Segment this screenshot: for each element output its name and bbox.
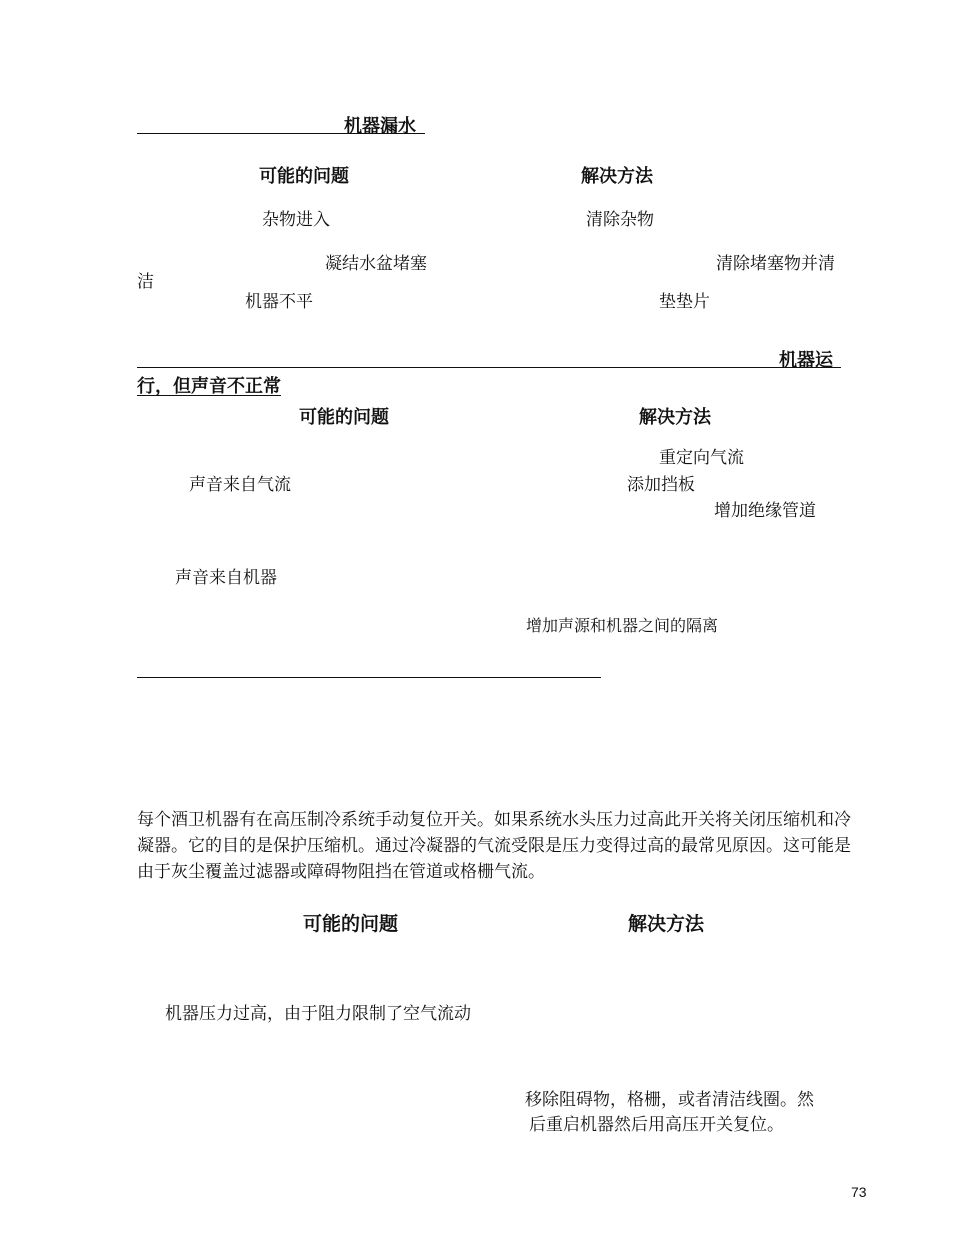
- section1-solution-3: 垫垫片: [659, 292, 710, 312]
- section3-title-rule: [137, 677, 601, 678]
- section1-col-solution: 解决方法: [581, 166, 653, 187]
- section3-solution-line2: 后重启机器然后用高压开关复位。: [529, 1115, 784, 1135]
- section2-title-rule: [137, 367, 841, 368]
- section1-problem-2: 凝结水盆堵塞: [325, 254, 427, 274]
- section2-airflow-solution-3: 增加绝缘管道: [714, 501, 816, 521]
- section2-problem-machine: 声音来自机器: [175, 568, 277, 588]
- section3-problem: 机器压力过高，由于阻力限制了空气流动: [165, 1004, 471, 1024]
- section2-problem-airflow: 声音来自气流: [189, 475, 291, 495]
- section1-solution-2-wrap: 洁: [137, 272, 154, 292]
- section1-solution-1: 清除杂物: [586, 210, 654, 230]
- section2-airflow-solution-2: 添加挡板: [627, 475, 695, 495]
- page-number: 73: [851, 1184, 867, 1200]
- section1-problem-3: 机器不平: [245, 292, 313, 312]
- section2-col-problem: 可能的问题: [299, 407, 389, 428]
- section1-col-problem: 可能的问题: [259, 166, 349, 187]
- section2-col-solution: 解决方法: [639, 407, 711, 428]
- section2-machine-solution: 增加声源和机器之间的隔离: [526, 616, 719, 635]
- section2-title-part2: 行，但声音不正常: [137, 376, 281, 397]
- section1-problem-1: 杂物进入: [262, 210, 330, 230]
- section2-title-part1: 机器运: [779, 350, 833, 371]
- section1-title: 机器漏水: [344, 116, 416, 137]
- section3-col-problem: 可能的问题: [303, 913, 399, 935]
- section1-solution-2: 清除堵塞物并清: [716, 254, 835, 274]
- section3-paragraph: 每个酒卫机器有在高压制冷系统手动复位开关。如果系统水头压力过高此开关将关闭压缩机和冷凝器。它的目的是保护压缩机。通过冷凝器的气流受限是压力变得过高的最常见原因。这可能是由于灰尘覆盖过滤器或障碍物阻挡在管道或格栅气流。: [137, 810, 851, 882]
- section3-solution-line1: 移除阻碍物，格栅，或者清洁线圈。然: [525, 1090, 814, 1110]
- section2-airflow-solution-1: 重定向气流: [659, 448, 744, 468]
- section3-col-solution: 解决方法: [628, 913, 705, 935]
